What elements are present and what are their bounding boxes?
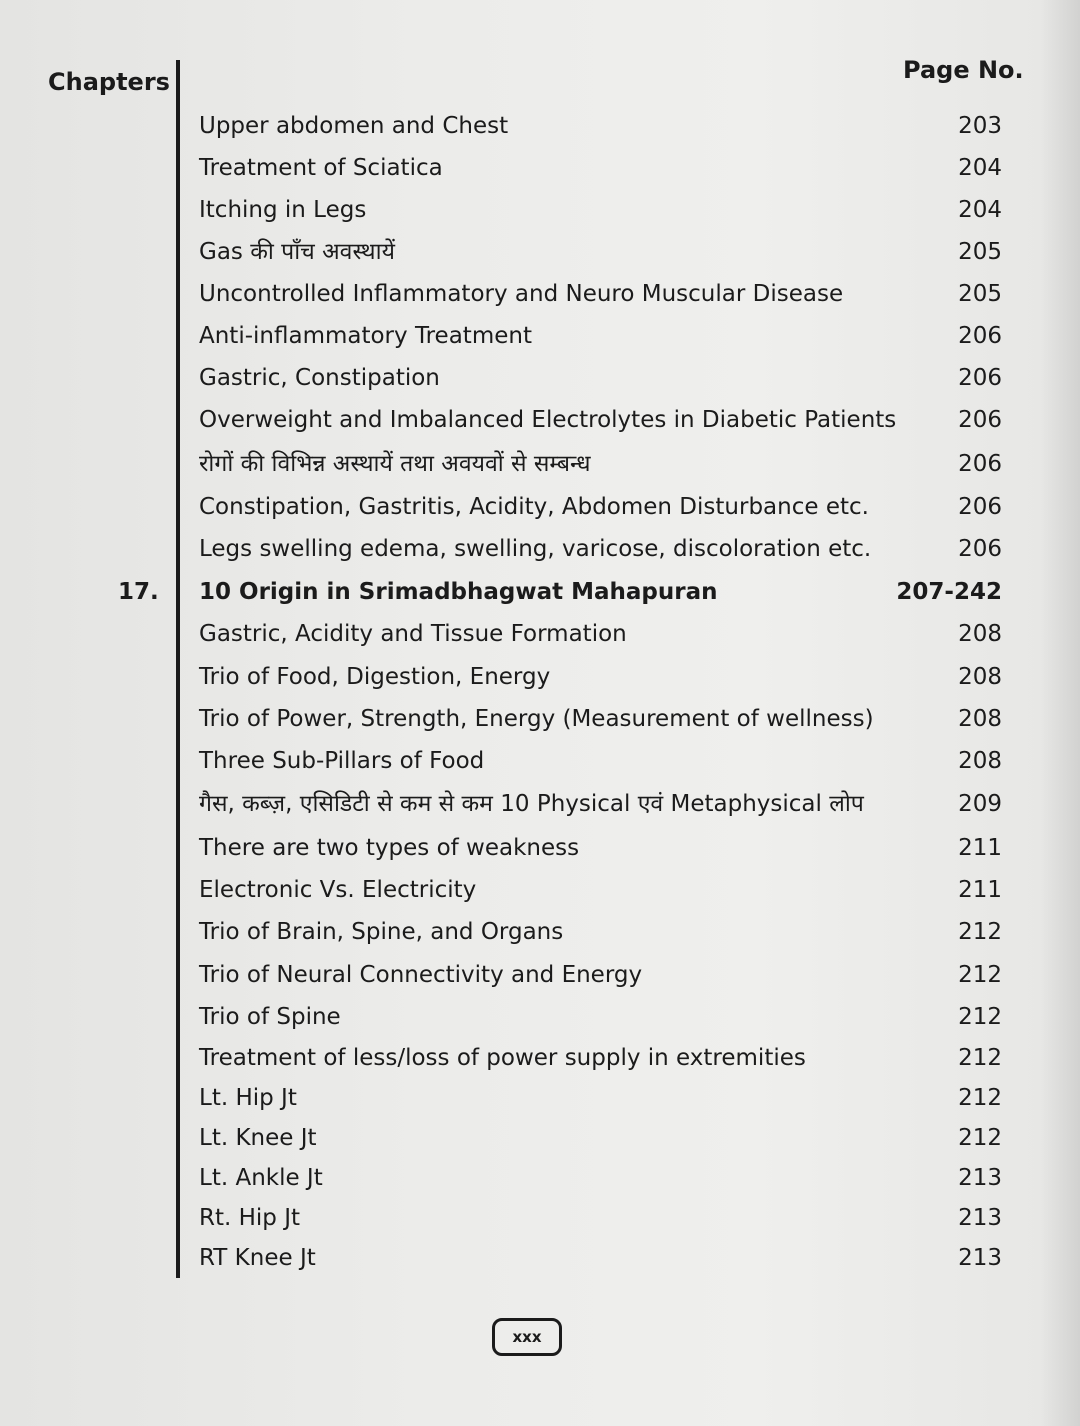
toc-entry	[0, 614, 1080, 654]
chapters-column-heading: Chapters	[48, 68, 170, 96]
toc-entry	[0, 106, 1080, 146]
toc-entry	[0, 657, 1080, 697]
entry-title: 10 Origin in Srimadbhagwat Mahapuran	[199, 579, 718, 605]
entry-title: Gas की पाँच अवस्थायें	[199, 239, 395, 265]
entry-title: Treatment of less/loss of power supply in extremities	[199, 1045, 806, 1071]
entry-title: Lt. Ankle Jt	[199, 1165, 323, 1191]
entry-page-number: 205	[958, 239, 1002, 265]
entry-title: Treatment of Sciatica	[199, 155, 443, 181]
entry-page-number: 212	[958, 962, 1002, 988]
entry-page-number: 206	[958, 494, 1002, 520]
toc-entry	[0, 870, 1080, 910]
entry-title: Gastric, Constipation	[199, 365, 440, 391]
entry-title: Anti-inflammatory Treatment	[199, 323, 532, 349]
toc-entry	[0, 1078, 1080, 1118]
entry-title: There are two types of weakness	[199, 835, 580, 861]
entry-page-number: 205	[958, 281, 1002, 307]
entry-title: Uncontrolled Inflammatory and Neuro Muscular Disease	[199, 281, 844, 307]
page-marker: xxx	[492, 1318, 562, 1356]
toc-entry	[0, 400, 1080, 440]
toc-entry	[0, 148, 1080, 188]
entry-page-number: 208	[958, 706, 1002, 732]
entry-page-number: 212	[958, 1125, 1002, 1151]
entry-page-number: 208	[958, 748, 1002, 774]
entry-title: Itching in Legs	[199, 197, 367, 223]
entry-page-number: 206	[958, 451, 1002, 477]
chapter-number: 17.	[118, 579, 159, 605]
entry-title: गैस, कब्ज़, एसिडिटी से कम से कम 10 Physical एवं Metaphysical लोप	[199, 791, 864, 817]
entry-title: Trio of Neural Connectivity and Energy	[199, 962, 643, 988]
entry-page-number: 204	[958, 197, 1002, 223]
entry-page-number: 213	[958, 1165, 1002, 1191]
entry-title: Lt. Hip Jt	[199, 1085, 297, 1111]
toc-entry	[0, 572, 1080, 612]
entry-title: Overweight and Imbalanced Electrolytes in Diabetic Patients	[199, 407, 897, 433]
entry-title: Legs swelling edema, swelling, varicose, discoloration etc.	[199, 536, 872, 562]
entry-page-number: 208	[958, 664, 1002, 690]
entry-page-number: 204	[958, 155, 1002, 181]
entry-page-number: 208	[958, 621, 1002, 647]
entry-title: Trio of Brain, Spine, and Organs	[199, 919, 564, 945]
toc-entry	[0, 274, 1080, 314]
entry-page-number: 212	[958, 1004, 1002, 1030]
entry-page-number: 212	[958, 1085, 1002, 1111]
entry-title: Trio of Spine	[199, 1004, 341, 1030]
entry-page-number: 211	[958, 877, 1002, 903]
toc-entry	[0, 529, 1080, 569]
toc-entry	[0, 487, 1080, 527]
entry-title: Rt. Hip Jt	[199, 1205, 301, 1231]
toc-entry	[0, 1038, 1080, 1078]
toc-entry	[0, 1238, 1080, 1278]
toc-entry	[0, 828, 1080, 868]
toc-entry	[0, 316, 1080, 356]
entry-page-number: 206	[958, 407, 1002, 433]
entry-page-number: 203	[958, 113, 1002, 139]
entry-title: रोगों की विभिन्न अस्थायें तथा अवयवों से सम्बन्ध	[199, 451, 591, 477]
entry-page-number: 212	[958, 919, 1002, 945]
entry-page-number: 206	[958, 365, 1002, 391]
entry-title: Electronic Vs. Electricity	[199, 877, 477, 903]
toc-entry	[0, 1198, 1080, 1238]
entry-title: Gastric, Acidity and Tissue Formation	[199, 621, 627, 647]
toc-entry	[0, 444, 1080, 484]
toc-entry	[0, 912, 1080, 952]
entry-page-number: 211	[958, 835, 1002, 861]
entry-page-number: 212	[958, 1045, 1002, 1071]
toc-entry	[0, 1118, 1080, 1158]
toc-entry	[0, 358, 1080, 398]
toc-entry	[0, 997, 1080, 1037]
entry-title: Upper abdomen and Chest	[199, 113, 509, 139]
toc-entry	[0, 699, 1080, 739]
toc-entry	[0, 955, 1080, 995]
toc-entry	[0, 232, 1080, 272]
page-number-column-heading: Page No.	[903, 56, 1024, 84]
entry-title: Trio of Food, Digestion, Energy	[199, 664, 551, 690]
entry-page-number: 209	[958, 791, 1002, 817]
entry-title: RT Knee Jt	[199, 1245, 316, 1271]
entry-page-number: 207-242	[896, 579, 1002, 605]
toc-entry	[0, 784, 1080, 824]
toc-entry	[0, 741, 1080, 781]
entry-title: Trio of Power, Strength, Energy (Measurement of wellness)	[199, 706, 874, 732]
entry-page-number: 213	[958, 1205, 1002, 1231]
toc-entry	[0, 1158, 1080, 1198]
entry-page-number: 206	[958, 323, 1002, 349]
entry-title: Three Sub-Pillars of Food	[199, 748, 485, 774]
entry-page-number: 213	[958, 1245, 1002, 1271]
toc-entry	[0, 190, 1080, 230]
entry-title: Lt. Knee Jt	[199, 1125, 317, 1151]
entry-title: Constipation, Gastritis, Acidity, Abdomen Disturbance etc.	[199, 494, 869, 520]
entry-page-number: 206	[958, 536, 1002, 562]
